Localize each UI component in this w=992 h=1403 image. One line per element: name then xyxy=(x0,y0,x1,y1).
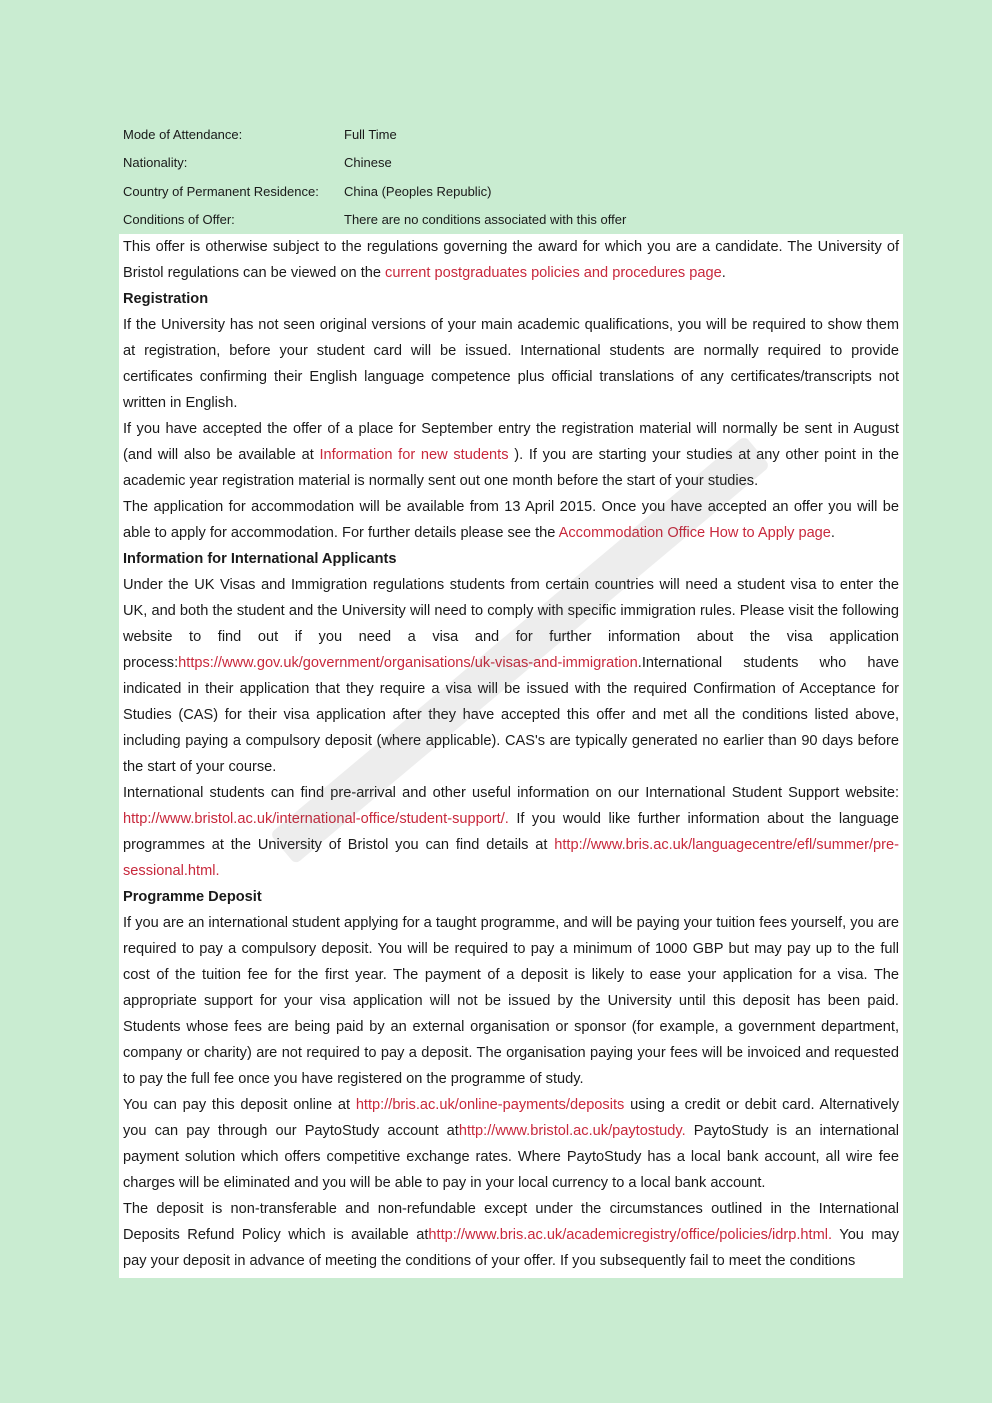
registration-paragraph-3 xyxy=(123,494,899,546)
info-label: Mode of Attendance: xyxy=(123,126,243,142)
international-paragraph-2 xyxy=(123,780,899,884)
text: If you would like further information about the language programmes at the University of Bristol you can find details at xyxy=(123,811,899,853)
international-heading: Information for International Applicants xyxy=(123,551,397,567)
text: .International students who have indicated in their application that they require a visa will be issued with the required Confirmation of Acceptance for Studies (CAS) for their visa application after they have accepted this offer and met all the conditions listed above, including paying a compulsory deposit (where applicable). CAS's are typically generated no earlier than 90 days before the start of your course. xyxy=(123,655,899,775)
student-support-link[interactable]: http://www.bristol.ac.uk/international-office/student-support/. xyxy=(123,811,509,827)
registration-heading: Registration xyxy=(123,291,209,307)
text: The application for accommodation will be available from 13 April 2015. Once you have accepted an offer you will be able to apply for accommodation. For further details please see the xyxy=(123,499,899,541)
text: ). If you are starting your studies at any other point in the academic year registration material is normally sent out one month before the start of your studies. xyxy=(123,447,899,489)
new-students-link[interactable]: Information for new students xyxy=(319,447,509,463)
accommodation-link[interactable]: Accommodation Office How to Apply page xyxy=(558,525,831,541)
text: using a credit or debit card. Alternatively you can pay through our PaytoStudy account at xyxy=(123,1097,899,1139)
text: . xyxy=(830,525,835,541)
text: You may pay your deposit in advance of meeting the conditions of your offer. If you subsequently fail to meet the conditions xyxy=(123,1227,899,1269)
intro-paragraph xyxy=(123,234,899,286)
deposit-heading: Programme Deposit xyxy=(123,889,262,905)
refund-policy-link[interactable]: http://www.bris.ac.uk/academicregistry/office/policies/idrp.html. xyxy=(428,1227,833,1243)
info-label: Conditions of Offer: xyxy=(123,212,235,228)
registration-paragraph-2 xyxy=(123,416,899,494)
text: Under the UK Visas and Immigration regulations students from certain countries will need a student visa to enter the UK, and both the student and the University will need to comply with specific immigration rules. Please visit the following website to find out if you need a visa and for further information about the visa application process: xyxy=(123,577,899,671)
info-value: There are no conditions associated with this offer xyxy=(344,212,627,228)
online-payments-link[interactable]: http://bris.ac.uk/online-payments/deposits xyxy=(355,1097,625,1113)
info-value: China (Peoples Republic) xyxy=(344,183,492,199)
offer-body xyxy=(119,234,903,1278)
info-label: Country of Permanent Residence: xyxy=(123,183,319,199)
registration-paragraph-1: If the University has not seen original versions of your main academic qualifications, you will be required to show them at registration, before your student card will be issued. International students are normally required to provide certificates confirming their English language competence plus official translations of any certificates/transcripts not written in English. xyxy=(123,317,899,411)
info-value: Chinese xyxy=(344,155,392,171)
intro-text-end: . xyxy=(721,265,726,281)
policies-link[interactable]: current postgraduates policies and procedures page xyxy=(385,265,722,281)
text: The deposit is non-transferable and non-refundable except under the circumstances outlined in the International Deposits Refund Policy which is available at xyxy=(123,1201,899,1243)
deposit-paragraph-3 xyxy=(123,1196,899,1274)
text: International students can find pre-arrival and other useful information on our International Student Support website: xyxy=(123,785,899,801)
deposit-paragraph-1: If you are an international student applying for a taught programme, and will be paying your tuition fees yourself, you are required to pay a compulsory deposit. You will be required to pay a minimum of 1000 GBP but may pay up to the full cost of the tuition fee for the first year. The payment of a deposit is likely to ease your application for a visa. The appropriate support for your visa application will not be issued by the University until this deposit has been paid. Students whose fees are being paid by an external organisation or sponsor (for example, a government department, company or charity) are not required to pay a deposit. The organisation paying your fees will be invoiced and requested to pay the full fee once you have registered on the programme of study. xyxy=(123,915,899,1087)
international-paragraph-1 xyxy=(123,572,899,780)
pre-sessional-link[interactable]: http://www.bris.ac.uk/languagecentre/efl/summer/pre-sessional.html. xyxy=(123,837,899,879)
info-label: Nationality: xyxy=(123,155,188,171)
info-row-conditions xyxy=(123,206,899,235)
deposit-paragraph-2 xyxy=(123,1092,899,1196)
text: You can pay this deposit online at xyxy=(123,1097,356,1113)
paytostudy-link[interactable]: http://www.bristol.ac.uk/paytostudy. xyxy=(458,1123,686,1139)
info-value: Full Time xyxy=(344,126,397,142)
uk-visas-link[interactable]: https://www.gov.uk/government/organisations/uk-visas-and-immigration xyxy=(178,655,638,671)
info-row-residence xyxy=(123,177,899,206)
offer-details-table xyxy=(123,120,899,234)
intro-text: This offer is otherwise subject to the regulations governing the award for which you are a candidate. The University of Bristol regulations can be viewed on the xyxy=(123,239,899,281)
info-row-attendance xyxy=(123,120,899,149)
text: If you have accepted the offer of a place for September entry the registration material will normally be sent in August (and will also be available at xyxy=(123,421,899,463)
info-row-nationality xyxy=(123,149,899,178)
text: PaytoStudy is an international payment solution which offers competitive exchange rates. Where PaytoStudy has a local bank account, all wire fee charges will be eliminated and you will be able to pay in your local currency to a local bank account. xyxy=(123,1123,900,1191)
